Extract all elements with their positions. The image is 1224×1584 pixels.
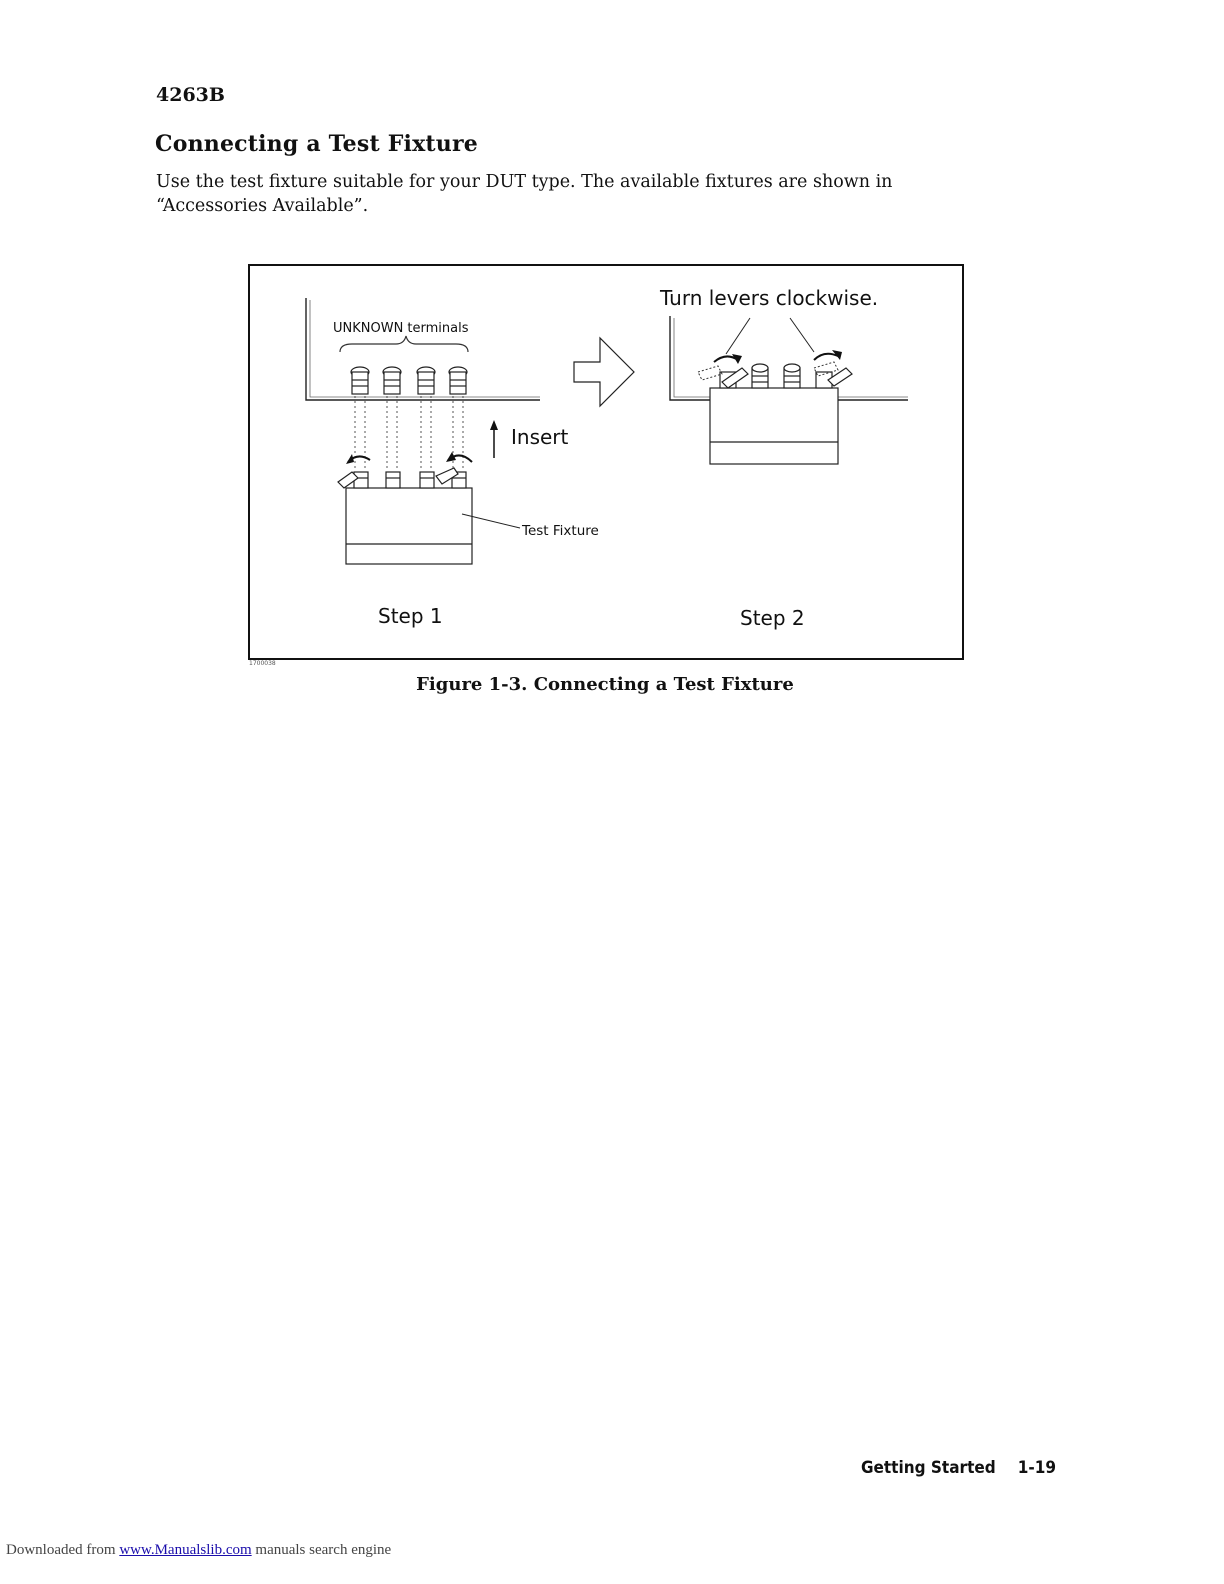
download-prefix: Downloaded from <box>6 1542 116 1558</box>
download-suffix: manuals search engine <box>255 1542 392 1558</box>
terminal-connector <box>351 367 369 394</box>
manualslib-link[interactable]: www.Manualslib.com <box>119 1542 252 1558</box>
footer-page-number: 1-19 <box>1017 1458 1056 1478</box>
section-title: Connecting a Test Fixture <box>155 131 478 157</box>
figure-code: 1700038 <box>249 660 276 667</box>
step2-label: Step 2 <box>740 606 805 630</box>
section-body <box>156 170 976 218</box>
figure-caption: Figure 1-3. Connecting a Test Fixture <box>416 674 794 695</box>
figure-illustration <box>248 264 964 660</box>
terminal-connector <box>449 367 467 394</box>
test-fixture-label: Test Fixture <box>522 523 599 539</box>
terminal-connector <box>417 367 435 394</box>
unknown-terminals-label: UNKNOWN terminals <box>333 321 469 336</box>
insert-label: Insert <box>511 425 569 449</box>
model-number: 4263B <box>156 84 225 106</box>
footer-section-name: Getting Started <box>860 1458 996 1478</box>
terminal-connector <box>383 367 401 394</box>
page-footer <box>861 1458 1056 1478</box>
body-line-1: Use the test fixture suitable for your DUT type. The available fixtures are shown in <box>156 172 893 192</box>
turn-levers-label: Turn levers clockwise. <box>660 286 879 310</box>
download-notice <box>6 1542 391 1559</box>
step1-label: Step 1 <box>378 604 443 628</box>
body-line-2: “Accessories Available”. <box>156 196 369 216</box>
